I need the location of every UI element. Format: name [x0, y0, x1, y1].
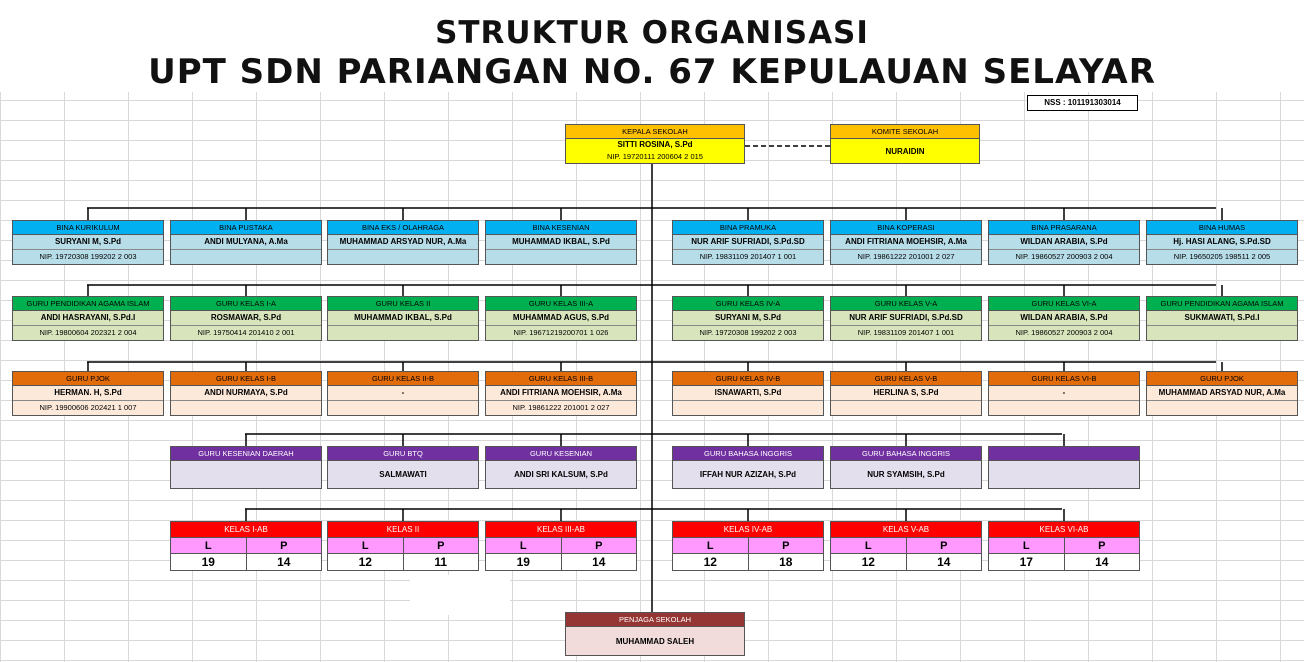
penjaga-name: MUHAMMAD SALEH	[615, 637, 695, 646]
guru-b-8-nip	[1147, 400, 1297, 414]
guru-b-4-name: ANDI FITRIANA MOEHSIR, A.Ma	[500, 388, 622, 397]
guru-b-8-box	[1146, 371, 1298, 416]
bina-5-box	[672, 220, 824, 265]
guru-c-3-box	[485, 446, 637, 489]
kelas-name: KELAS V-AB	[831, 522, 981, 538]
guru-a-6-role: GURU KELAS V-A	[831, 297, 981, 311]
guru-a-4-role: GURU KELAS III-A	[486, 297, 636, 311]
kepala-nip: NIP. 19720111 200604 2 015	[607, 152, 703, 161]
guru-a-4-nip: NIP. 19671219200701 1 026	[486, 325, 636, 339]
kelas-l-value: 19	[171, 554, 247, 570]
guru-a-7-nip: NIP. 19860527 200903 2 004	[989, 325, 1139, 339]
guru-b-2-name: ANDI NURMAYA, S.Pd	[204, 388, 288, 397]
guru-c-1-role: GURU KESENIAN DAERAH	[171, 447, 321, 461]
kelas-table	[988, 521, 1140, 571]
guru-c-5-box	[830, 446, 982, 489]
kelas-l-header: L	[328, 538, 404, 554]
bina-1-role: BINA KURIKULUM	[13, 221, 163, 235]
guru-a-3-nip	[328, 325, 478, 339]
kelas-name: KELAS IV-AB	[673, 522, 823, 538]
bina-8-nip: NIP. 19650205 198511 2 005	[1147, 249, 1297, 263]
guru-c-3-role: GURU KESENIAN	[486, 447, 636, 461]
guru-b-5-nip	[673, 400, 823, 414]
kelas-p-value: 18	[749, 554, 824, 570]
guru-a-8-box	[1146, 296, 1298, 341]
bina-2-box	[170, 220, 322, 265]
guru-b-1-box	[12, 371, 164, 416]
bina-1-nip: NIP. 19720308 199202 2 003	[13, 249, 163, 263]
kelas-p-header: P	[247, 538, 322, 554]
guru-b-8-name: MUHAMMAD ARSYAD NUR, A.Ma	[1158, 388, 1286, 397]
kelas-table	[170, 521, 322, 571]
guru-a-3-box	[327, 296, 479, 341]
guru-c-4-role: GURU BAHASA INGGRIS	[673, 447, 823, 461]
kelas-l-header: L	[486, 538, 562, 554]
bina-5-nip: NIP. 19831109 201407 1 001	[673, 249, 823, 263]
kelas-l-header: L	[673, 538, 749, 554]
kelas-p-header: P	[562, 538, 637, 554]
kelas-p-header: P	[749, 538, 824, 554]
bina-4-name: MUHAMMAD IKBAL, S.Pd	[512, 237, 610, 246]
bina-4-role: BINA KESENIAN	[486, 221, 636, 235]
guru-a-4-box	[485, 296, 637, 341]
guru-a-4-name: MUHAMMAD AGUS, S.Pd	[512, 313, 610, 322]
guru-c-3-name: ANDI SRI KALSUM, S.Pd	[514, 470, 608, 479]
bina-3-nip	[328, 249, 478, 263]
kelas-p-value: 14	[907, 554, 982, 570]
guru-a-8-nip	[1147, 325, 1297, 339]
kelas-l-header: L	[831, 538, 907, 554]
bina-7-name: WILDAN ARABIA, S.Pd	[1020, 237, 1108, 246]
guru-b-5-box	[672, 371, 824, 416]
bina-7-role: BINA PRASARANA	[989, 221, 1139, 235]
bina-6-nip: NIP. 19861222 201001 2 027	[831, 249, 981, 263]
guru-c-2-role: GURU BTQ	[328, 447, 478, 461]
guru-b-4-nip: NIP. 19861222 201001 2 027	[486, 400, 636, 414]
kelas-name: KELAS III-AB	[486, 522, 636, 538]
kelas-p-value: 14	[1065, 554, 1140, 570]
guru-b-3-name: -	[401, 388, 405, 397]
guru-b-1-nip: NIP. 19900606 202421 1 007	[13, 400, 163, 414]
komite-role: KOMITE SEKOLAH	[831, 125, 979, 139]
guru-a-1-box	[12, 296, 164, 341]
kelas-l-header: L	[171, 538, 247, 554]
kelas-l-value: 17	[989, 554, 1065, 570]
guru-b-6-name: HERLINA S, S.Pd	[873, 388, 939, 397]
kelas-l-value: 12	[673, 554, 749, 570]
guru-a-3-name: MUHAMMAD IKBAL, S.Pd	[354, 313, 452, 322]
bina-5-role: BINA PRAMUKA	[673, 221, 823, 235]
guru-a-7-name: WILDAN ARABIA, S.Pd	[1020, 313, 1108, 322]
guru-b-6-role: GURU KELAS V-B	[831, 372, 981, 386]
guru-a-5-box	[672, 296, 824, 341]
bina-3-name: MUHAMMAD ARSYAD NUR, A.Ma	[339, 237, 467, 246]
guru-a-1-role: GURU PENDIDIKAN AGAMA ISLAM	[13, 297, 163, 311]
guru-a-2-nip: NIP. 19750414 201410 2 001	[171, 325, 321, 339]
kelas-p-value: 14	[247, 554, 322, 570]
guru-a-8-name: SUKMAWATI, S.Pd.I	[1184, 313, 1260, 322]
bina-7-box	[988, 220, 1140, 265]
kelas-l-value: 12	[328, 554, 404, 570]
penjaga-sekolah-box	[565, 612, 745, 656]
bina-6-role: BINA KOPERASI	[831, 221, 981, 235]
guru-a-6-box	[830, 296, 982, 341]
guru-b-7-name: -	[1062, 388, 1066, 397]
guru-c-6-role	[989, 447, 1139, 461]
bina-2-role: BINA PUSTAKA	[171, 221, 321, 235]
bina-8-box	[1146, 220, 1298, 265]
bina-2-nip	[171, 249, 321, 263]
kelas-p-header: P	[1065, 538, 1140, 554]
guru-a-1-nip: NIP. 19800604 202321 2 004	[13, 325, 163, 339]
bina-4-box	[485, 220, 637, 265]
kelas-l-value: 12	[831, 554, 907, 570]
guru-b-7-box	[988, 371, 1140, 416]
page-subtitle: UPT SDN PARIANGAN NO. 67 KEPULAUAN SELAYAR	[148, 52, 1156, 92]
nss-label: NSS : 101191303014	[1027, 95, 1138, 111]
bina-4-nip	[486, 249, 636, 263]
komite-sekolah-box	[830, 124, 980, 164]
guru-b-6-nip	[831, 400, 981, 414]
kelas-p-value: 14	[562, 554, 637, 570]
guru-b-3-role: GURU KELAS II-B	[328, 372, 478, 386]
guru-b-1-name: HERMAN. H, S.Pd	[54, 388, 122, 397]
guru-a-2-role: GURU KELAS I-A	[171, 297, 321, 311]
guru-a-2-box	[170, 296, 322, 341]
guru-b-2-nip	[171, 400, 321, 414]
kepala-role: KEPALA SEKOLAH	[566, 125, 744, 139]
kelas-table	[672, 521, 824, 571]
guru-b-3-box	[327, 371, 479, 416]
kelas-p-value: 11	[404, 554, 479, 570]
penjaga-role: PENJAGA SEKOLAH	[566, 613, 744, 627]
kelas-l-header: L	[989, 538, 1065, 554]
guru-b-6-box	[830, 371, 982, 416]
bina-6-box	[830, 220, 982, 265]
guru-c-1-name	[171, 461, 321, 489]
kelas-p-header: P	[404, 538, 479, 554]
guru-b-8-role: GURU PJOK	[1147, 372, 1297, 386]
kepala-name: SITTI ROSINA, S.Pd	[617, 140, 693, 149]
bina-7-nip: NIP. 19860527 200903 2 004	[989, 249, 1139, 263]
guru-c-1-box	[170, 446, 322, 489]
guru-c-2-box	[327, 446, 479, 489]
kelas-table	[485, 521, 637, 571]
guru-b-1-role: GURU PJOK	[13, 372, 163, 386]
guru-a-1-name: ANDI HASRAYANI, S.Pd.I	[40, 313, 136, 322]
guru-b-4-box	[485, 371, 637, 416]
guru-a-5-name: SURYANI M, S.Pd	[714, 313, 782, 322]
kelas-name: KELAS II	[328, 522, 478, 538]
guru-c-5-name: NUR SYAMSIH, S.Pd	[867, 470, 945, 479]
kepala-sekolah-box	[565, 124, 745, 164]
guru-c-5-role: GURU BAHASA INGGRIS	[831, 447, 981, 461]
guru-b-4-role: GURU KELAS III-B	[486, 372, 636, 386]
guru-b-7-role: GURU KELAS VI-B	[989, 372, 1139, 386]
guru-a-5-role: GURU KELAS IV-A	[673, 297, 823, 311]
bina-3-role: BINA EKS / OLAHRAGA	[328, 221, 478, 235]
kelas-table	[327, 521, 479, 571]
guru-b-2-box	[170, 371, 322, 416]
page-title: STRUKTUR ORGANISASI	[435, 15, 869, 51]
guru-b-7-nip	[989, 400, 1139, 414]
guru-b-5-role: GURU KELAS IV-B	[673, 372, 823, 386]
guru-c-2-name: SALMAWATI	[379, 470, 427, 479]
kelas-name: KELAS VI-AB	[989, 522, 1139, 538]
guru-c-4-name: IFFAH NUR AZIZAH, S.Pd	[699, 470, 797, 479]
kelas-p-header: P	[907, 538, 982, 554]
komite-name: NURAIDIN	[885, 147, 925, 156]
guru-a-8-role: GURU PENDIDIKAN AGAMA ISLAM	[1147, 297, 1297, 311]
kelas-name: KELAS I-AB	[171, 522, 321, 538]
bina-3-box	[327, 220, 479, 265]
bina-6-name: ANDI FITRIANA MOEHSIR, A.Ma	[845, 237, 967, 246]
bina-1-box	[12, 220, 164, 265]
guru-a-6-name: NUR ARIF SUFRIADI, S.Pd.SD	[849, 313, 963, 322]
guru-a-3-role: GURU KELAS II	[328, 297, 478, 311]
bina-8-name: Hj. HASI ALANG, S.Pd.SD	[1173, 237, 1271, 246]
guru-a-7-role: GURU KELAS VI-A	[989, 297, 1139, 311]
bina-5-name: NUR ARIF SUFRIADI, S.Pd.SD	[691, 237, 805, 246]
kelas-table	[830, 521, 982, 571]
guru-b-2-role: GURU KELAS I-B	[171, 372, 321, 386]
guru-a-6-nip: NIP. 19831109 201407 1 001	[831, 325, 981, 339]
kelas-l-value: 19	[486, 554, 562, 570]
guru-b-5-name: ISNAWARTI, S.Pd	[714, 388, 782, 397]
guru-b-3-nip	[328, 400, 478, 414]
bina-8-role: BINA HUMAS	[1147, 221, 1297, 235]
guru-c-6-box	[988, 446, 1140, 489]
guru-c-6-name	[989, 461, 1139, 489]
bina-2-name: ANDI MULYANA, A.Ma	[204, 237, 288, 246]
bina-1-name: SURYANI M, S.Pd	[54, 237, 122, 246]
guru-c-4-box	[672, 446, 824, 489]
guru-a-2-name: ROSMAWAR, S.Pd	[210, 313, 282, 322]
guru-a-5-nip: NIP. 19720308 199202 2 003	[673, 325, 823, 339]
guru-a-7-box	[988, 296, 1140, 341]
